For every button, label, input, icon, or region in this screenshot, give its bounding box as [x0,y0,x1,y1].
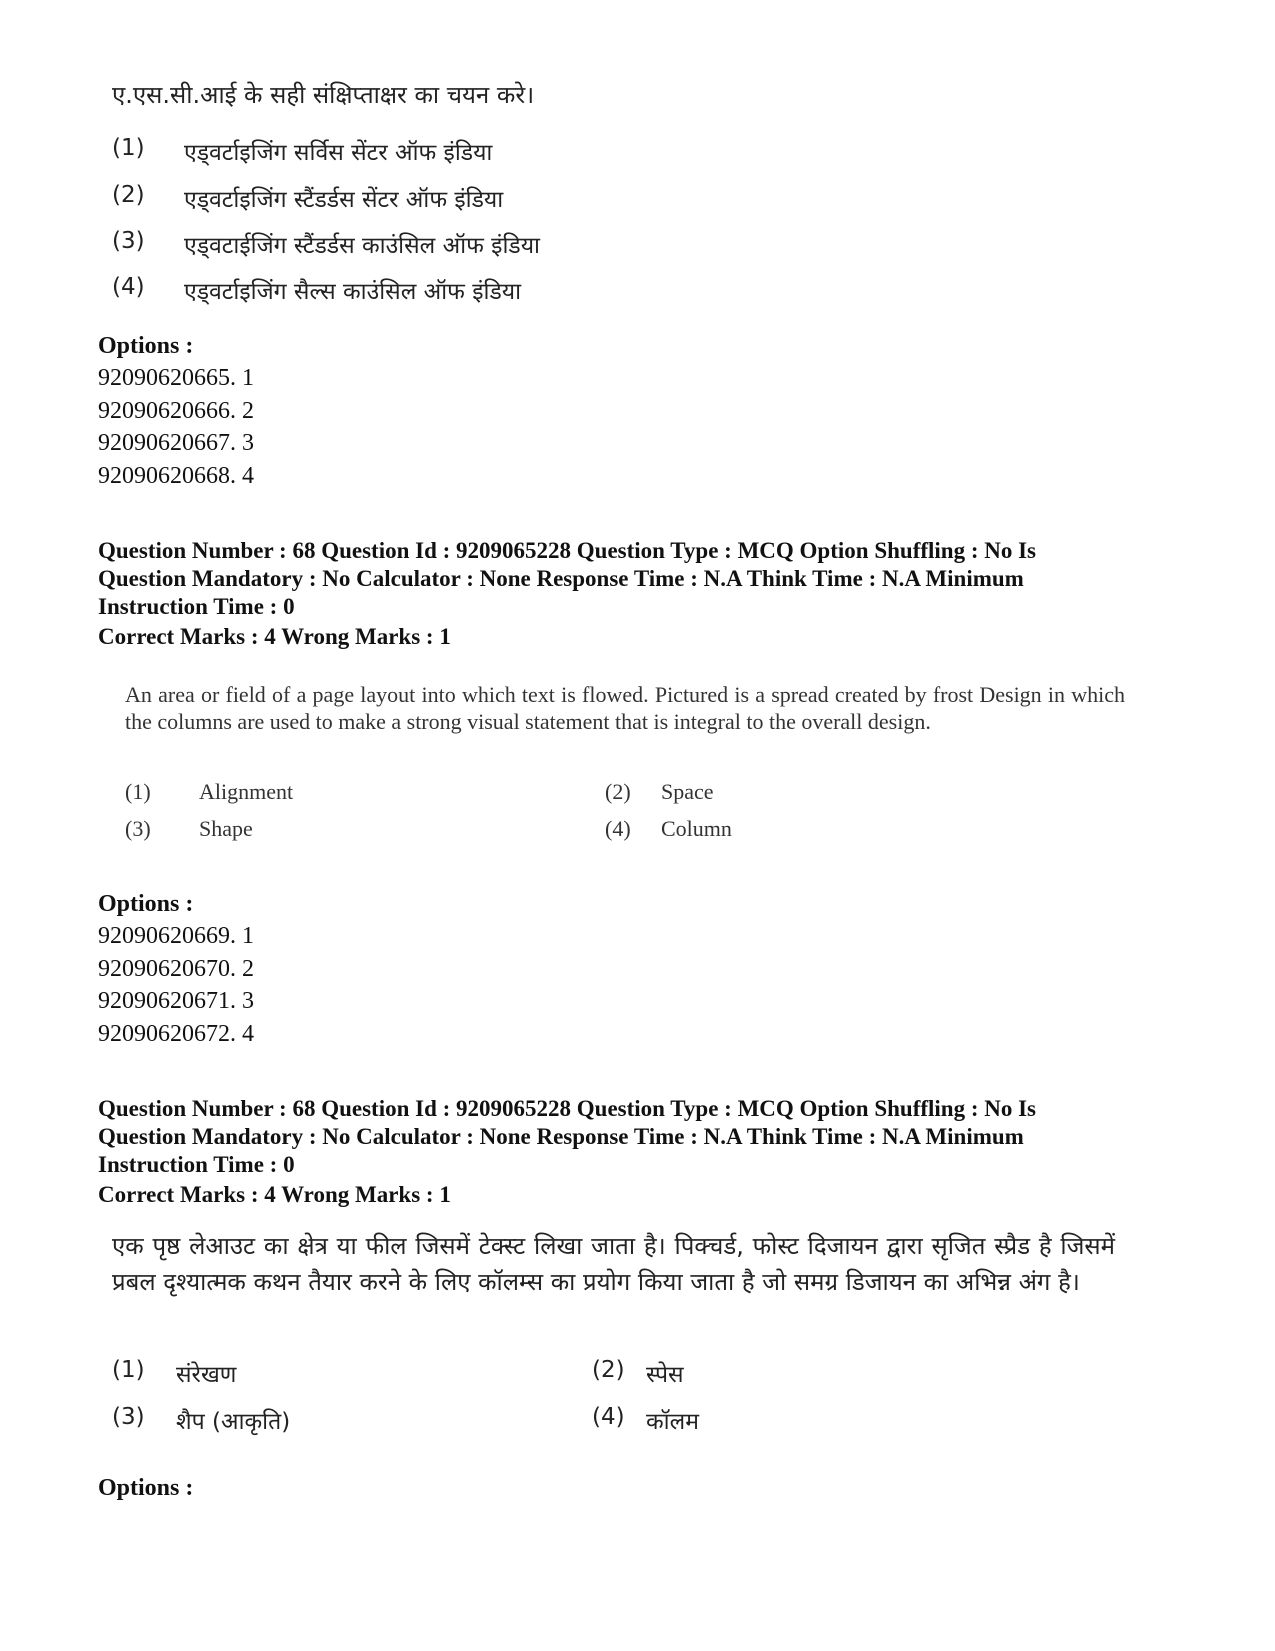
option-number: (2) [112,182,145,208]
option-number: (2) [592,1357,625,1383]
option-4 [592,1404,699,1436]
option-id-line: 92090620667. 3 [98,430,254,456]
option-3 [112,1404,290,1436]
option-4 [112,274,521,306]
option-2 [592,1357,684,1389]
option-id-line: 92090620665. 1 [98,365,254,391]
meta-line: Question Number : 68 Question Id : 9209065228 Question Type : MCQ Option Shuffling : No Is [98,1096,1037,1121]
meta-line: Instruction Time : 0 [98,1152,295,1177]
option-2 [605,779,714,805]
option-id-line: 92090620668. 4 [98,463,254,489]
meta-line: Question Mandatory : No Calculator : None Response Time : N.A Think Time : N.A Minimum [98,566,1024,591]
option-number: (1) [112,135,145,161]
question-meta [98,537,1188,621]
option-1 [112,135,492,167]
meta-line: Instruction Time : 0 [98,594,295,619]
option-text: एड्वर्टाइजिंग सैल्स काउंसिल ऑफ इंडिया [184,279,522,305]
question-text-hindi: ए.एस.सी.आई के सही संक्षिप्ताक्षर का चयन करे। [112,81,535,109]
option-id-line: 92090620670. 2 [98,956,254,982]
option-number: (3) [125,816,151,841]
option-number: (3) [112,1404,145,1430]
option-number: (4) [592,1404,625,1430]
option-text: Alignment [199,779,294,804]
option-text: Shape [199,816,253,841]
option-id-line: 92090620672. 4 [98,1021,254,1047]
option-number: (3) [112,228,145,254]
option-text: Space [661,779,714,804]
option-text: शैप (आकृति) [176,1409,291,1435]
option-text: एड्वटाईजिंग स्टैंडर्डस काउंसिल ऑफ इंडिया [184,233,541,259]
option-text: Column [661,816,732,841]
option-id-line: 92090620666. 2 [98,398,254,424]
option-id-line: 92090620669. 1 [98,923,254,949]
option-number: (4) [112,274,145,300]
options-heading: Options : [98,891,194,917]
options-heading: Options : [98,333,194,359]
option-id-line: 92090620671. 3 [98,988,254,1014]
option-text: स्पेस [646,1362,684,1388]
option-number: (1) [112,1357,145,1383]
option-number: (4) [605,816,631,841]
option-1 [112,1357,236,1389]
option-text: संरेखण [176,1362,237,1388]
option-number: (2) [605,779,631,804]
options-heading: Options : [98,1475,194,1501]
option-3 [125,816,253,842]
option-3 [112,228,540,260]
meta-line: Question Number : 68 Question Id : 9209065228 Question Type : MCQ Option Shuffling : No Is [98,538,1037,563]
marks-line: Correct Marks : 4 Wrong Marks : 1 [98,1182,451,1207]
question-text-english: An area or field of a page layout into which text is flowed. Pictured is a spread created by frost Design in which the columns are used to make a strong visual statement that is integral to the overall design. [125,682,1125,734]
question-text-hindi: एक पृष्ठ लेआउट का क्षेत्र या फील जिसमें टेक्स्ट लिखा जाता है। पिक्चर्ड, फोस्ट दिजायन द्वारा सृजित स्प्रैड है जिसमें प्रबल दृश्यात्मक कथन तैयार करने के लिए कॉलम्स का प्रयोग किया जाता है जो समग्र डिजायन का अभिन्न अंग है। [112,1232,1115,1296]
marks-line: Correct Marks : 4 Wrong Marks : 1 [98,624,451,649]
option-text: एड्वर्टाइजिंग सर्विस सेंटर ऑफ इंडिया [184,140,493,166]
option-4 [605,816,732,842]
meta-line: Question Mandatory : No Calculator : None Response Time : N.A Think Time : N.A Minimum [98,1124,1024,1149]
option-text: कॉलम [646,1409,699,1435]
option-number: (1) [125,779,151,804]
option-1 [125,779,293,805]
option-2 [112,182,503,214]
question-meta [98,1095,1188,1179]
option-text: एड्वर्टाइजिंग स्टैंडर्डस सेंटर ऑफ इंडिया [184,187,504,213]
